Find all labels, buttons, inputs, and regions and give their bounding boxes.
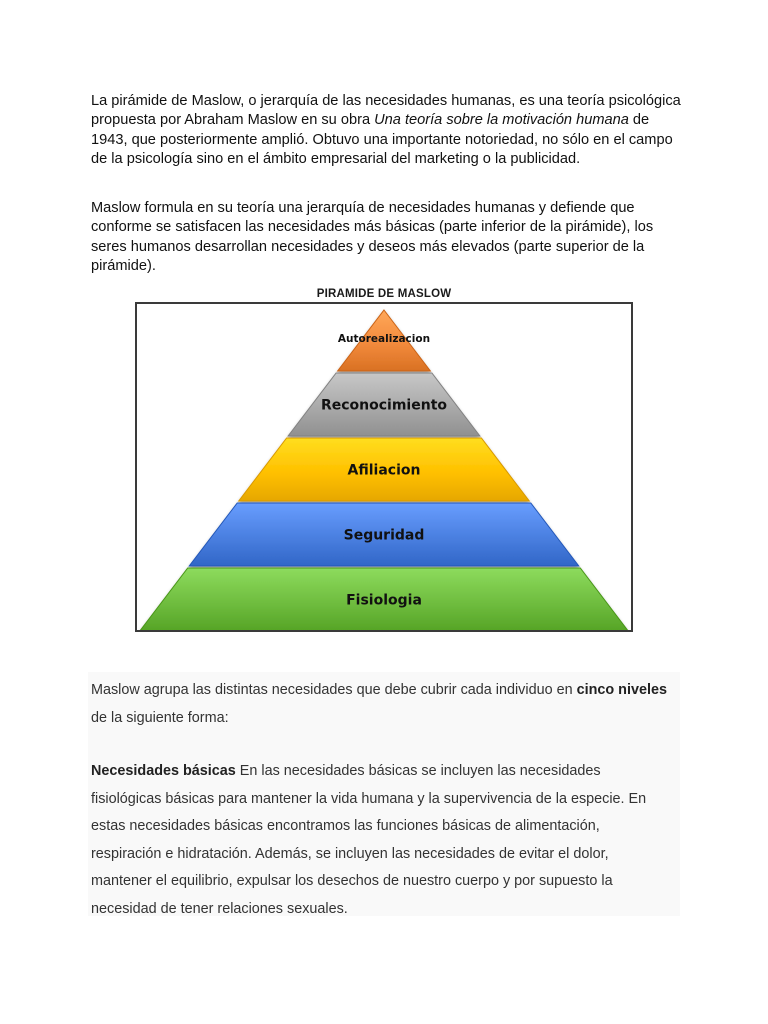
intro-p1-after: de 1943, que posteriormente amplió. Obtuvo una importante notoriedad, no sólo en el campo de la psicología sino en el ámbito empresarial del marketing o la publicidad.	[91, 112, 673, 168]
cinco-niveles: cinco niveles	[576, 682, 667, 698]
levels-intro-after: de la siguiente forma:	[91, 709, 229, 726]
intro-paragraph-2: Maslow formula en su teoría una jerarquía de necesidades humanas y defiende que conforme se satisfacen las necesidades más básicas (parte inferior de la pirámide), los seres humanos desarrollan necesidades y deseos más elevados (parte superior de la pirámide).	[91, 200, 654, 275]
pyramid-svg	[137, 304, 631, 630]
intro-p1-before: La pirámide de Maslow, o jerarquía de las necesidades humanas, es una teoría psicológica propuesta por Abraham Maslow en su obra	[91, 93, 681, 129]
pyramid-level-label-5: Fisiologia	[346, 592, 422, 609]
basic-needs-text: En las necesidades básicas se incluyen las necesidades fisiológicas básicas para mantener la vida humana y la supervivencia de la especie. En estas necesidades básicas encontramos las funciones básicas de alimentación, respiración e hidratación. Además, se incluyen las necesidades de evitar el dolor, mantener el equilibrio, expulsar los desechos de nuestro cuerpo y por supuesto la necesidad de tener relaciones sexuales.	[91, 763, 647, 917]
pyramid-level-label-4: Seguridad	[343, 527, 425, 544]
pyramid-level-label-2: Reconocimiento	[320, 397, 448, 414]
levels-intro-before: Maslow agrupa las distintas necesidades que debe cubrir cada individuo en	[91, 682, 577, 698]
pyramid-level-label-1: Autorealizacion	[337, 333, 431, 345]
levels-intro-paragraph	[91, 677, 671, 732]
basic-needs-heading: Necesidades básicas	[91, 763, 236, 779]
pyramid-levels	[140, 310, 628, 630]
book-title: Una teoría sobre la motivación humana	[374, 112, 629, 129]
maslow-pyramid-figure	[135, 302, 633, 632]
basic-needs-paragraph	[91, 758, 671, 923]
figure-title: PIRAMIDE DE MASLOW	[316, 288, 452, 300]
pyramid-level-label-3: Afiliacion	[347, 462, 421, 479]
intro-paragraph-1	[91, 92, 681, 170]
